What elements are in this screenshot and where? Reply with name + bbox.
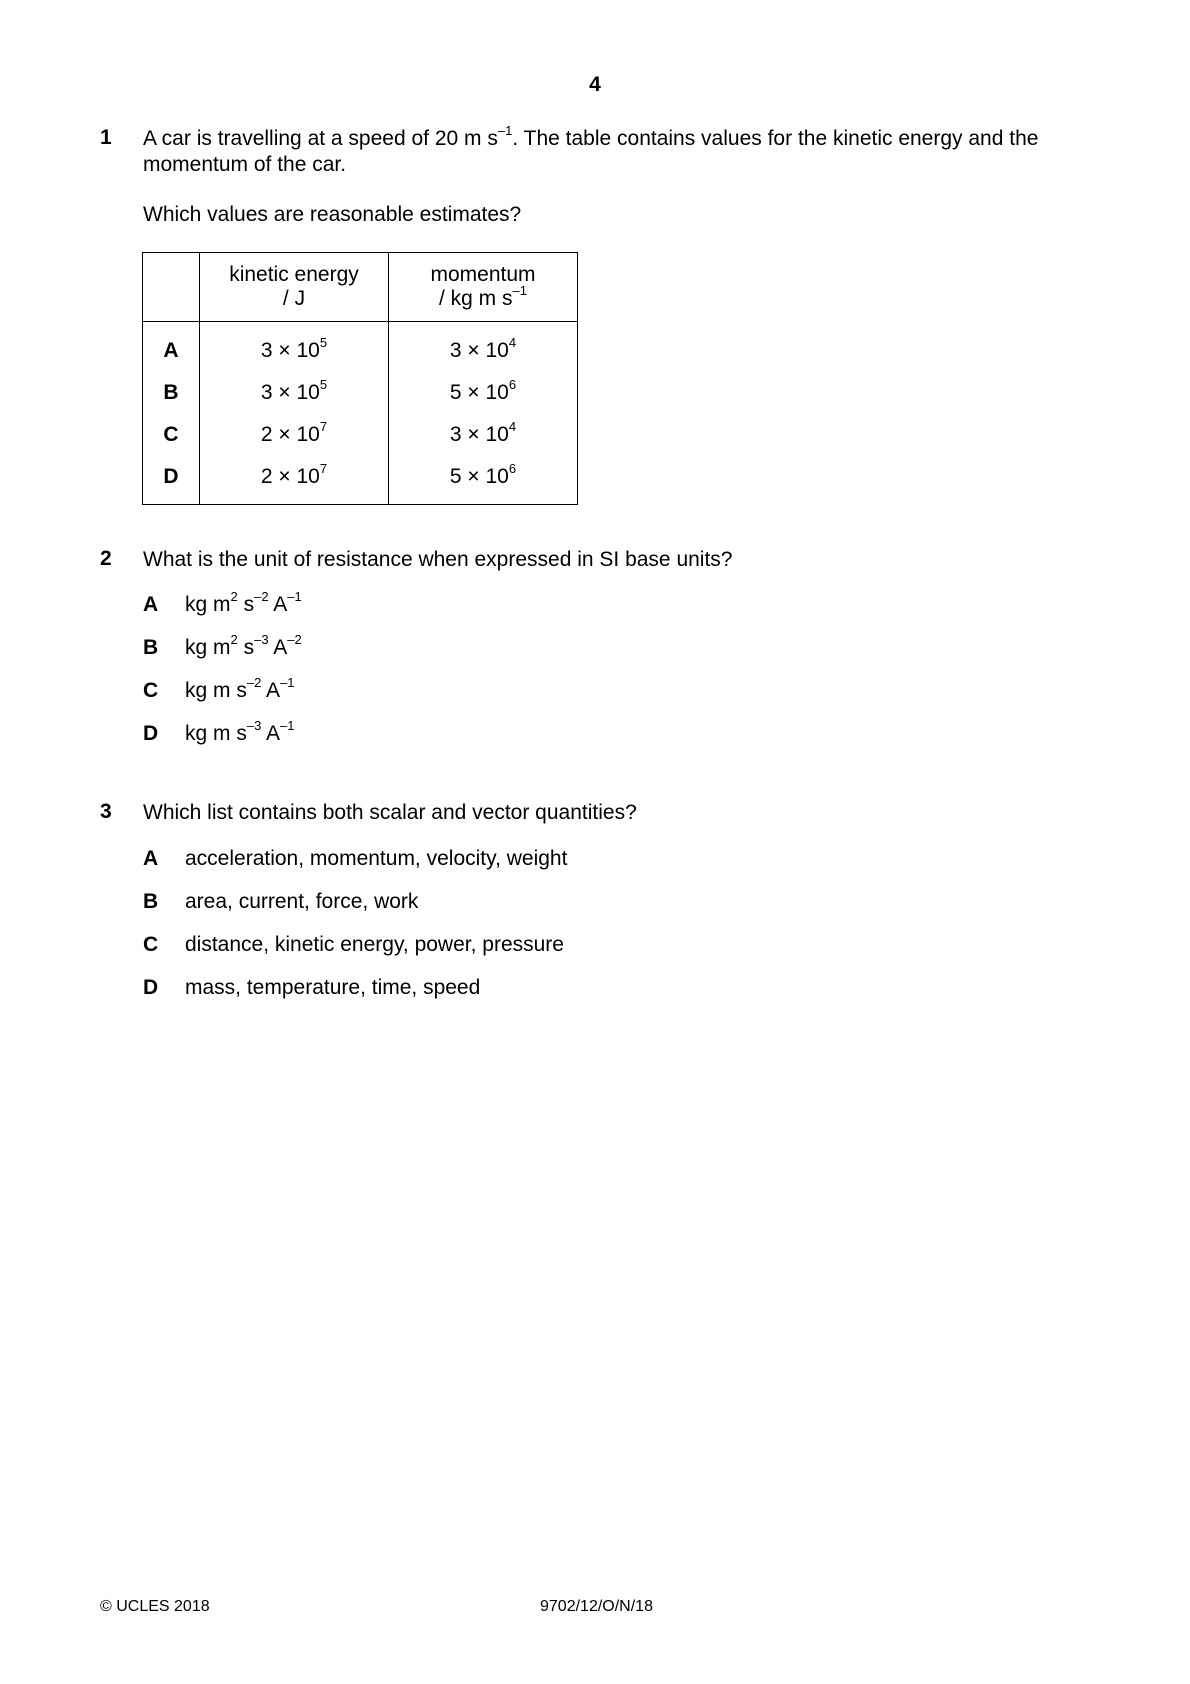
table-header-row [143,253,578,322]
table-row [143,414,578,456]
unit-exponent: 2 [230,589,238,604]
page-number: 4 [589,73,601,96]
momentum-cell [389,414,578,456]
unit-exponent: –1 [287,589,302,604]
unit-exponent: –1 [280,718,295,733]
unit-part: kg m s [185,722,247,745]
q2-option-letter: C [143,679,159,702]
unit-exponent: –2 [287,632,302,647]
unit-exponent: –1 [280,675,295,690]
footer-copyright: © UCLES 2018 [100,1598,210,1615]
question-1-text [143,123,1113,178]
q3-option-letter: B [143,890,159,913]
cell-base: 5 × 10 [449,381,509,404]
cell-exponent: 5 [319,335,328,350]
cell-exponent: 7 [319,461,328,476]
question-2-text: What is the unit of resistance when expressed in SI base units? [143,548,733,571]
unit-part: A [268,636,288,659]
kinetic-energy-cell [200,414,389,456]
unit-exponent: –2 [246,675,262,690]
q3-option-letter: C [143,933,159,956]
row-letter: A [143,322,200,373]
cell-base: 3 × 10 [449,423,509,446]
table-row [143,456,578,505]
q2-option-c [185,675,295,703]
momentum-cell [389,322,578,373]
cell-exponent: 4 [508,419,517,434]
header-label: momentum [430,263,536,286]
unit-exponent: –3 [246,718,262,733]
unit-part: s [237,593,255,616]
q2-option-a [185,589,302,617]
momentum-cell [389,456,578,505]
question-3-number: 3 [100,800,112,823]
unit-part: kg m s [185,679,247,702]
footer-paper-code: 9702/12/O/N/18 [540,1598,653,1615]
q2-option-letter: B [143,636,159,659]
question-2-number: 2 [100,547,112,570]
cell-exponent: 5 [319,377,328,392]
question-3-text: Which list contains both scalar and vector quantities? [143,801,637,824]
cell-exponent: 4 [508,335,517,350]
question-1-text-part: A car is travelling at a speed of 20 m s [143,127,498,150]
q3-option-letter: D [143,976,159,999]
energy-momentum-table [142,252,578,505]
cell-base: 3 × 10 [260,339,320,362]
q3-option-d: mass, temperature, time, speed [185,976,481,999]
table-header-momentum [389,253,578,322]
cell-base: 3 × 10 [260,381,320,404]
table-header-kinetic-energy [200,253,389,322]
kinetic-energy-cell [200,322,389,373]
q2-option-letter: D [143,722,159,745]
question-1-text-part: . The table contains values for the kinetic energy and the [512,127,1039,150]
unit-part: A [268,593,288,616]
cell-exponent: 6 [508,377,517,392]
q3-option-c: distance, kinetic energy, power, pressure [185,933,564,956]
row-letter: B [143,372,200,414]
cell-exponent: 6 [508,461,517,476]
row-letter: D [143,456,200,505]
cell-base: 5 × 10 [449,465,509,488]
question-1-exponent: –1 [497,123,513,138]
unit-exponent: –2 [254,589,269,604]
kinetic-energy-cell [200,372,389,414]
row-letter: C [143,414,200,456]
unit-exponent: 2 [230,632,238,647]
table-row [143,322,578,373]
table-header-empty [143,253,200,322]
q3-option-a: acceleration, momentum, velocity, weight [185,847,568,870]
q3-option-b: area, current, force, work [185,890,419,913]
question-1-prompt: Which values are reasonable estimates? [143,203,522,226]
header-label: kinetic energy [229,263,359,286]
header-unit-exponent: –1 [512,283,527,298]
q2-option-d [185,718,295,746]
cell-base: 2 × 10 [260,423,320,446]
momentum-cell [389,372,578,414]
unit-part: kg m [185,593,231,616]
cell-base: 2 × 10 [260,465,320,488]
question-1-text-part: momentum of the car. [143,153,347,176]
unit-part: kg m [185,636,231,659]
table-row [143,372,578,414]
cell-exponent: 7 [319,419,328,434]
unit-part: s [237,636,255,659]
unit-part: A [261,722,280,745]
q2-option-b [185,632,302,660]
kinetic-energy-cell [200,456,389,505]
question-1-number: 1 [100,126,112,149]
cell-base: 3 × 10 [449,339,509,362]
unit-exponent: –3 [254,632,269,647]
q2-option-letter: A [143,593,159,616]
q3-option-letter: A [143,847,159,870]
header-unit: / J [282,287,306,310]
header-unit: / kg m s [439,287,513,310]
unit-part: A [261,679,280,702]
